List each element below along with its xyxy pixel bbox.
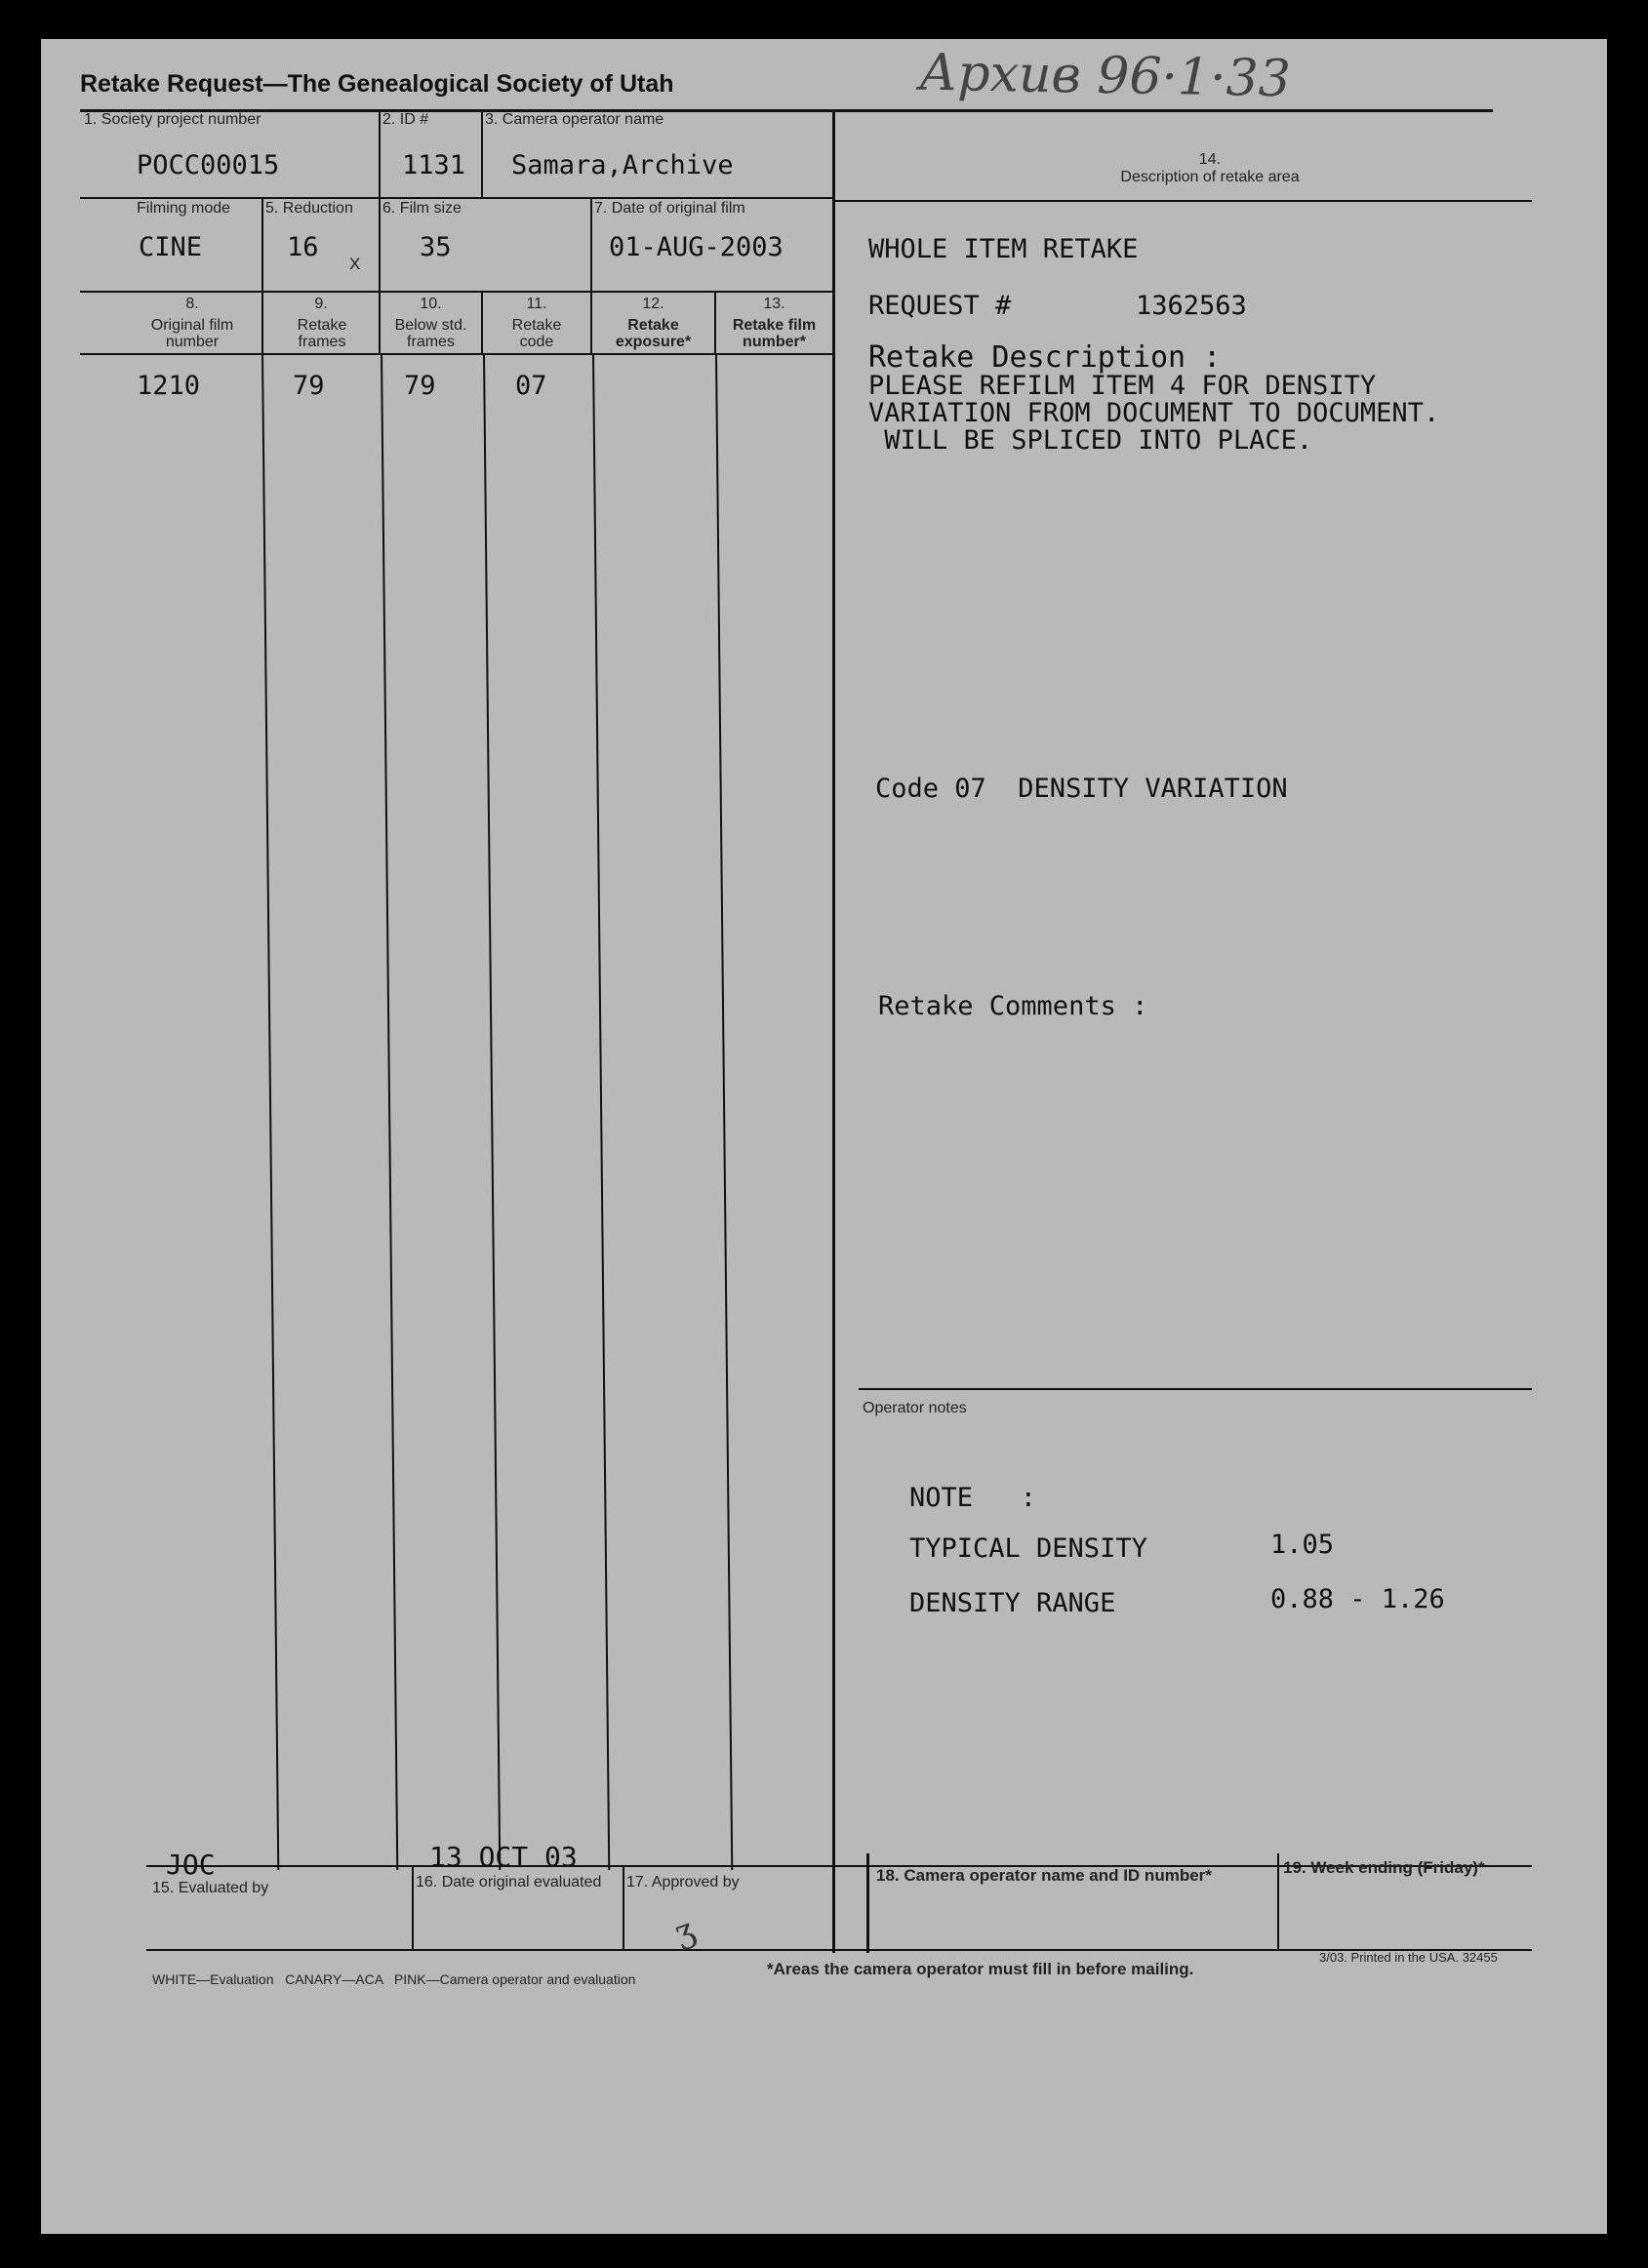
- camera-operator-label: 3. Camera operator name: [485, 111, 664, 128]
- request-label: REQUEST #: [868, 291, 1012, 321]
- density-range-value: 0.88 - 1.26: [1270, 1584, 1445, 1614]
- divider-reduction-size: [379, 197, 381, 291]
- film-size-value: 35: [420, 232, 452, 262]
- footer-divider-18-19: [1277, 1853, 1279, 1951]
- col-11-number: 11.: [526, 296, 547, 312]
- retake-code-description: Code 07 DENSITY VARIATION: [875, 774, 1288, 804]
- footer-divider-17-18: [866, 1853, 869, 1953]
- retake-code-value: 07: [515, 371, 547, 401]
- left-section-rule-1: [80, 197, 833, 199]
- divider-1-2: [379, 109, 381, 197]
- approved-by-label: 17. Approved by: [626, 1874, 740, 1890]
- areas-note: *Areas the camera operator must fill in before mailing.: [767, 1960, 1194, 1978]
- title-rule: [80, 109, 1493, 112]
- filming-mode-value: CINE: [139, 232, 203, 262]
- reduction-label: 5. Reduction: [265, 200, 353, 217]
- divider-2-3: [481, 109, 483, 197]
- footer-divider-15-16: [412, 1865, 414, 1951]
- col-8-label: Original film number: [150, 317, 234, 350]
- main-vertical-divider: [832, 109, 835, 1953]
- col-11-label: Retake code: [511, 317, 562, 350]
- approved-initials: ʒ: [668, 1909, 701, 1954]
- col-12-label: Retake exposure*: [615, 317, 692, 350]
- divider-size-date: [590, 197, 592, 291]
- divider-mode-reduction: [261, 197, 263, 291]
- col-10-number: 10.: [420, 296, 442, 312]
- whole-item-retake: WHOLE ITEM RETAKE: [868, 234, 1139, 264]
- date-evaluated-value: 13 OCT 03: [429, 1841, 578, 1873]
- project-number-label: 1. Society project number: [84, 111, 261, 128]
- form-title: Retake Request—The Genealogical Society of Utah: [80, 70, 674, 98]
- copies-note: WHITE—Evaluation CANARY—ACA PINK—Camera operator and evaluation: [152, 1971, 636, 1987]
- id-label: 2. ID #: [382, 111, 429, 128]
- reduction-suffix: X: [349, 255, 361, 273]
- col-12-number: 12.: [642, 296, 664, 312]
- reduction-value: 16: [287, 232, 319, 262]
- col-13-label: Retake film number*: [732, 317, 817, 350]
- left-section-rule-2: [80, 291, 833, 293]
- evaluated-by-value: JOC: [166, 1849, 216, 1881]
- typical-density-value: 1.05: [1270, 1530, 1335, 1560]
- retake-description-line-1: PLEASE REFILM ITEM 4 FOR DENSITY: [868, 371, 1377, 401]
- date-original-film-label: 7. Date of original film: [594, 200, 745, 217]
- camera-operator-value: Samara,Archive: [511, 150, 734, 180]
- evaluated-by-label: 15. Evaluated by: [152, 1880, 269, 1896]
- retake-description-line-3: WILL BE SPLICED INTO PLACE.: [868, 425, 1313, 456]
- retake-description-label: Retake Description :: [868, 340, 1222, 375]
- filming-mode-label: Filming mode: [137, 200, 231, 217]
- footer-divider-16-17: [623, 1865, 624, 1951]
- description-header-rule: [835, 200, 1532, 202]
- film-size-label: 6. Film size: [382, 200, 462, 217]
- retake-description-line-2: VARIATION FROM DOCUMENT TO DOCUMENT.: [868, 398, 1440, 428]
- description-label: Description of retake area: [1120, 169, 1300, 185]
- col-10-label: Below std. frames: [394, 317, 467, 350]
- typical-density-label: TYPICAL DENSITY: [909, 1533, 1147, 1564]
- left-section-rule-3: [80, 353, 833, 355]
- handwritten-archive-note: Архив 96·1·33: [918, 43, 1292, 109]
- request-number: 1362563: [1136, 291, 1247, 321]
- col-9-number: 9.: [314, 296, 328, 312]
- operator-notes-label: Operator notes: [863, 1400, 967, 1416]
- retake-frames-value: 79: [293, 371, 325, 401]
- col-8-number: 8.: [185, 296, 199, 312]
- col-13-number: 13.: [763, 296, 785, 312]
- below-std-frames-value: 79: [404, 371, 436, 401]
- project-number-value: POCC00015: [137, 150, 280, 180]
- original-film-number-value: 1210: [137, 371, 201, 401]
- col-9-label: Retake frames: [297, 317, 347, 350]
- printed-note: 3/03. Printed in the USA. 32455: [1319, 1950, 1498, 1965]
- retake-request-form: [41, 39, 1607, 2234]
- note-label: NOTE :: [909, 1483, 1037, 1513]
- operator-notes-rule: [859, 1388, 1532, 1390]
- retake-comments-label: Retake Comments :: [878, 991, 1148, 1021]
- description-number: 14.: [1198, 151, 1222, 168]
- density-range-label: DENSITY RANGE: [909, 1588, 1116, 1618]
- id-value: 1131: [402, 150, 466, 180]
- date-original-film-value: 01-AUG-2003: [609, 232, 784, 262]
- camera-operator-id-label: 18. Camera operator name and ID number*: [876, 1866, 1212, 1885]
- week-ending-label: 19. Week ending (Friday)*: [1283, 1858, 1485, 1877]
- date-evaluated-label: 16. Date original evaluated: [416, 1874, 602, 1890]
